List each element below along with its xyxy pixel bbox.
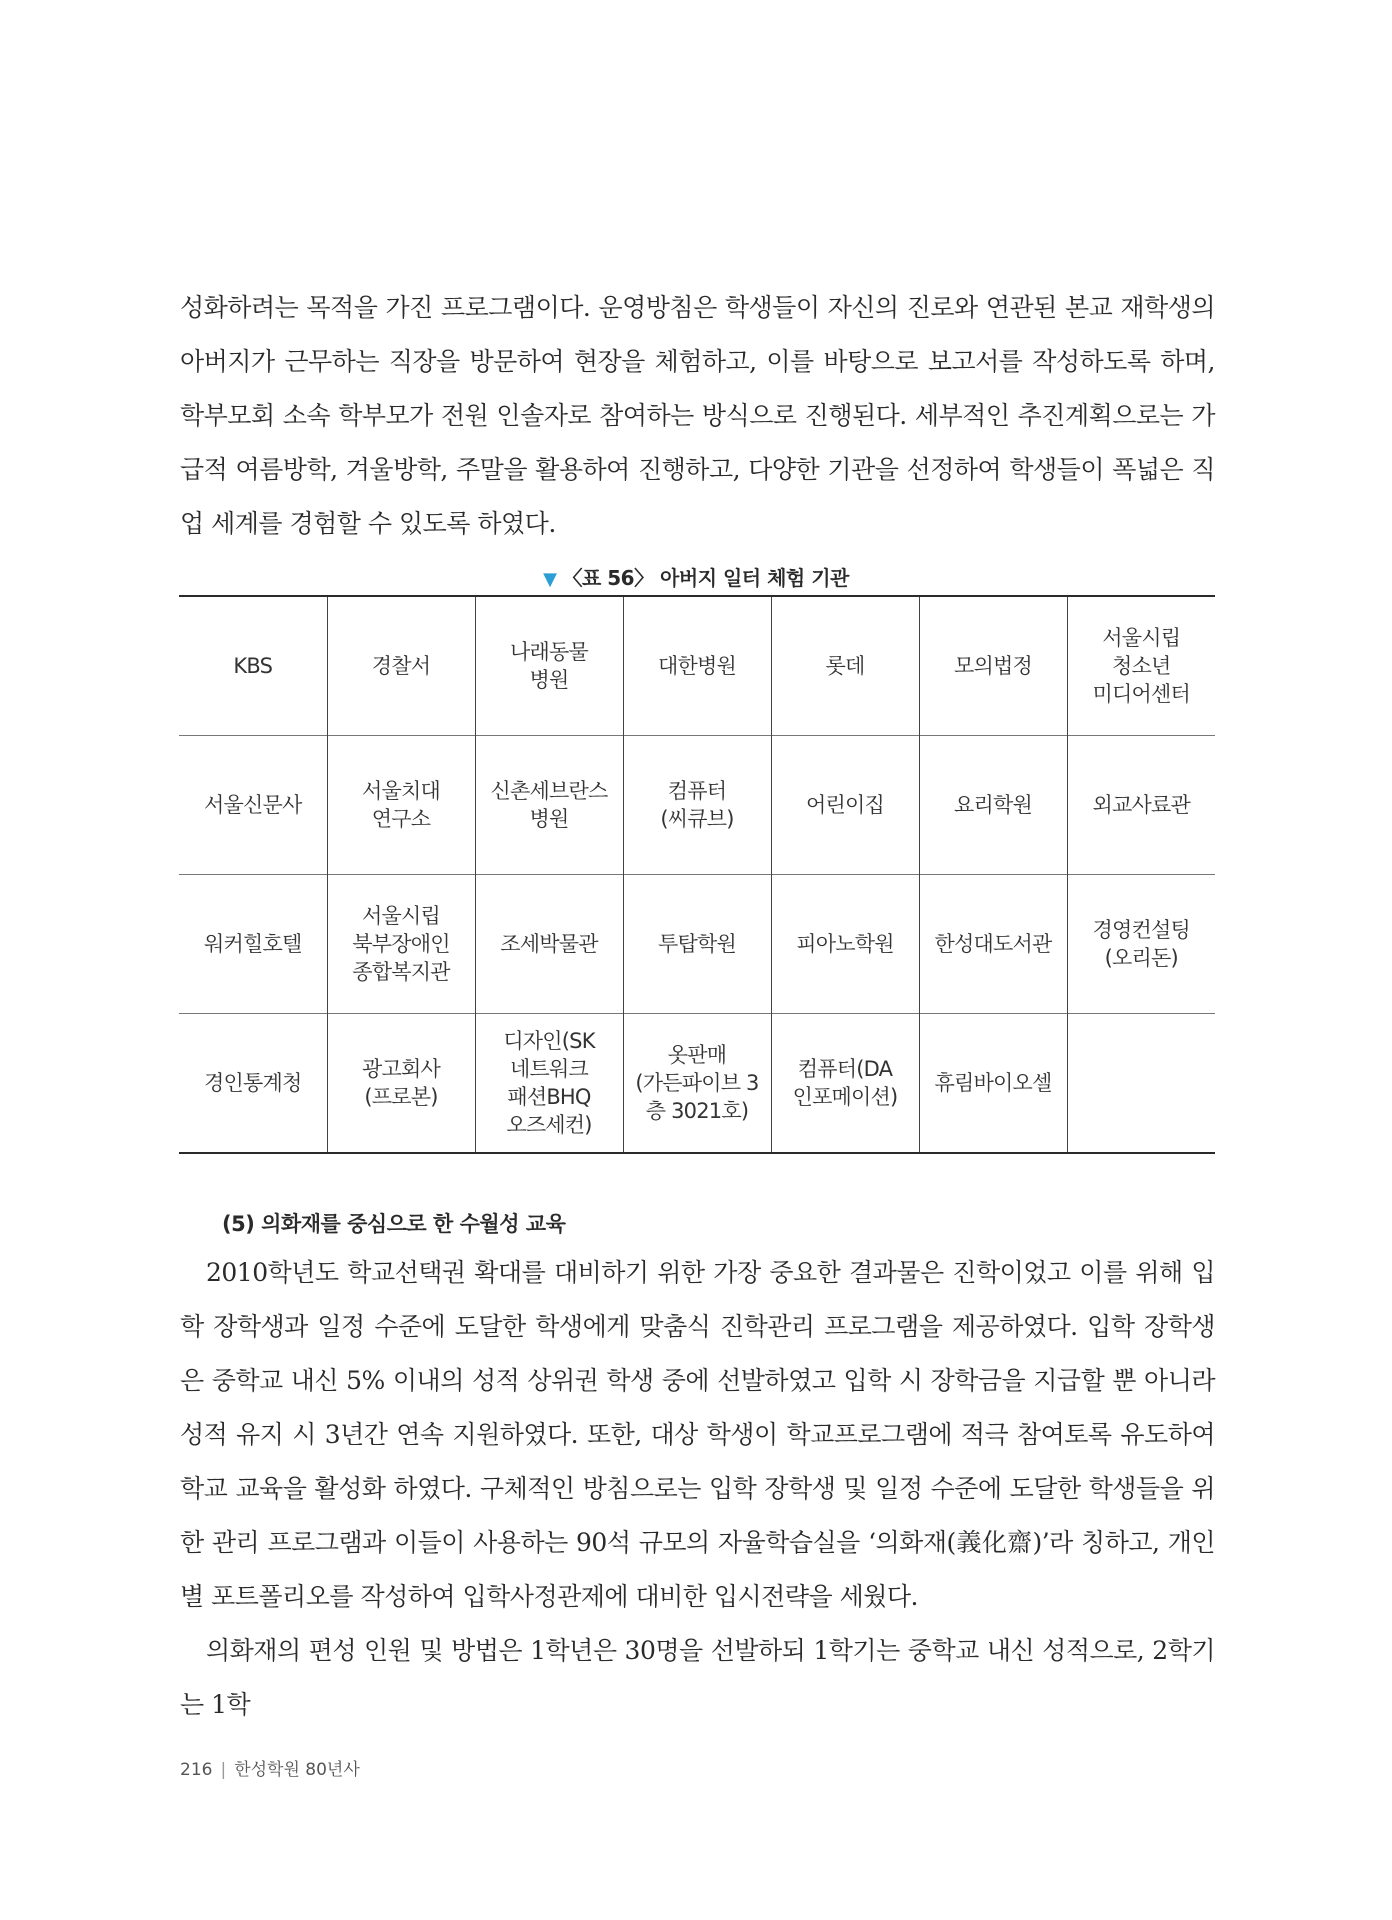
book-title: 한성학원 80년사 <box>234 1760 360 1780</box>
table-row <box>179 1014 1215 1154</box>
table-row <box>179 875 1215 1014</box>
body-paragraph-2: 2010학년도 학교선택권 확대를 대비하기 위한 가장 중요한 결과물은 진학이었고 이를 위해 입학 장학생과 일정 수준에 도달한 학생에게 맞춤식 진학관리 프로그램을 제공하였다. 입학 장학생은 중학교 내신 5% 이내의 성적 상위권 학생 중에 선발하였고 입학 시 장학금을 지급할 뿐 아니라 성적 유지 시 3년간 연속 지원하였다. 또한, 대상 학생이 학교프로그램에 적극 참여토록 유도하여 학교 교육을 활성화 하였다. 구체적인 방침으로는 입학 장학생 및 일정 수준에 도달한 학생들을 위한 관리 프로그램과 이들이 사용하는 90석 규모의 자율학습실을 ‘의화재(義化齋)’라 칭하고, 개인별 포트폴리오를 작성하여 입학사정관제에 대비한 입시전략을 세웠다. <box>180 1258 1215 1611</box>
triangle-down-icon: ▼ <box>543 569 557 590</box>
body-paragraph-3: 의화재의 편성 인원 및 방법은 1학년은 30명을 선발하되 1학기는 중학교 내신 성적으로, 2학기는 1학 <box>180 1636 1215 1719</box>
table-cell: 롯데 <box>771 596 919 736</box>
institutions-table <box>179 595 1215 1154</box>
table-cell: 어린이집 <box>771 736 919 875</box>
table-caption-text: 〈표 56〉 아버지 일터 체험 기관 <box>562 566 849 590</box>
table-cell: KBS <box>233 654 273 678</box>
footer-separator: | <box>220 1760 227 1780</box>
table-cell: 경영컨설팅 (오리돈) <box>1067 875 1215 1014</box>
section-heading: (5) 의화재를 중심으로 한 수월성 교육 <box>222 1212 566 1236</box>
table-cell: 투탑학원 <box>623 875 771 1014</box>
table-row <box>179 736 1215 875</box>
table-cell: 조세박물관 <box>475 875 623 1014</box>
table-cell: 대한병원 <box>623 596 771 736</box>
table-cell: 경인통계청 <box>179 1014 327 1154</box>
table-cell: 경찰서 <box>327 596 475 736</box>
page-footer <box>180 1755 360 1780</box>
table-cell: 서울신문사 <box>179 736 327 875</box>
table-cell: 한성대도서관 <box>919 875 1067 1014</box>
table-cell: 서울시립 청소년 미디어센터 <box>1067 596 1215 736</box>
table-cell <box>1067 1014 1215 1154</box>
table-cell: 옷판매 (가든파이브 3 층 3021호) <box>623 1014 771 1154</box>
table-cell: 서울치대 연구소 <box>327 736 475 875</box>
table-row <box>179 596 1215 736</box>
table-cell: 신촌세브란스 병원 <box>475 736 623 875</box>
table-cell: 컴퓨터 (씨큐브) <box>623 736 771 875</box>
table-cell: 워커힐호텔 <box>179 875 327 1014</box>
table-cell: 서울시립 북부장애인 종합복지관 <box>327 875 475 1014</box>
table-cell: 모의법정 <box>919 596 1067 736</box>
table-cell: 외교사료관 <box>1067 736 1215 875</box>
table-cell: 피아노학원 <box>771 875 919 1014</box>
table-cell: 휴림바이오셀 <box>919 1014 1067 1154</box>
body-paragraph-1: 성화하려는 목적을 가진 프로그램이다. 운영방침은 학생들이 자신의 진로와 연관된 본교 재학생의 아버지가 근무하는 직장을 방문하여 현장을 체험하고, 이를 바탕으로 보고서를 작성하도록 하며, 학부모회 소속 학부모가 전원 인솔자로 참여하는 방식으로 진행된다. 세부적인 추진계획으로는 가급적 여름방학, 겨울방학, 주말을 활용하여 진행하고, 다양한 기관을 선정하여 학생들이 폭넓은 직업 세계를 경험할 수 있도록 하였다. <box>180 293 1215 538</box>
table-cell: 광고회사 (프로본) <box>327 1014 475 1154</box>
table-cell: 디자인(SK 네트워크 패션BHQ 오즈세컨) <box>475 1014 623 1154</box>
body-text-2 <box>180 1246 1215 1732</box>
table-caption <box>0 562 1392 591</box>
table-cell: 요리학원 <box>919 736 1067 875</box>
table-cell: 컴퓨터(DA 인포메이션) <box>771 1014 919 1154</box>
page-number: 216 <box>180 1760 213 1780</box>
table-cell: 나래동물 병원 <box>475 596 623 736</box>
